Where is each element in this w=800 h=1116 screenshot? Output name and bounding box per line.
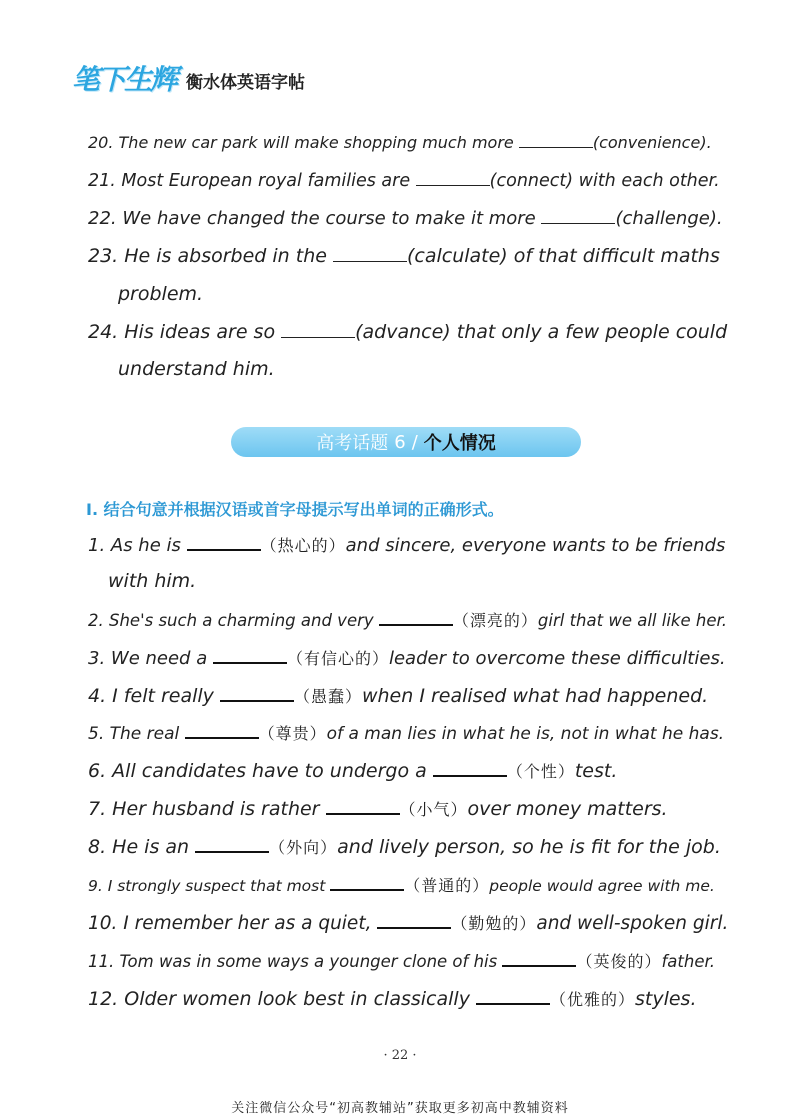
exercise-line-7: 7. Her husband is rather （小气）over money matters. [88, 798, 668, 820]
section-instruction: I. 结合句意并根据汉语或首字母提示写出单词的正确形式。 [86, 500, 504, 519]
exercise-line-21: 21. Most European royal families are (connect) with each other. [88, 171, 720, 191]
exercise-line-3: 3. We need a （有信心的）leader to overcome these difficulties. [88, 648, 726, 669]
page-header [72, 63, 306, 96]
exercise-line-23-cont: problem. [118, 283, 204, 305]
exercise-line-9: 9. I strongly suspect that most （普通的）people would agree with me. [88, 876, 715, 895]
exercise-line-1-cont: with him. [108, 570, 197, 592]
answer-blank[interactable] [281, 323, 355, 338]
topic-banner [231, 427, 581, 457]
answer-blank[interactable] [333, 247, 407, 262]
exercise-line-11: 11. Tom was in some ways a younger clone of his （英俊的）father. [88, 952, 715, 971]
exercise-line-4: 4. I felt really （愚蠢）when I realised what had happened. [88, 685, 709, 707]
exercise-line-23: 23. He is absorbed in the (calculate) of that difficult maths [88, 245, 720, 267]
exercise-line-12: 12. Older women look best in classically （优雅的）styles. [88, 988, 697, 1010]
footer-note: 关注微信公众号“初高教辅站”获取更多初高中教辅资料 [231, 1101, 569, 1116]
answer-blank[interactable] [433, 761, 507, 777]
exercise-line-8: 8. He is an （外向）and lively person, so he is fit for the job. [88, 836, 721, 858]
answer-blank[interactable] [377, 913, 451, 929]
answer-blank[interactable] [541, 209, 615, 224]
answer-blank[interactable] [379, 610, 453, 626]
answer-blank[interactable] [502, 951, 576, 967]
answer-blank[interactable] [519, 133, 593, 148]
brand-subtitle: 衡水体英语字帖 [186, 72, 306, 93]
exercise-line-24-cont: understand him. [118, 358, 275, 380]
topic-number: 6 [394, 431, 406, 453]
answer-blank[interactable] [213, 648, 287, 664]
exercise-line-20: 20. The new car park will make shopping much more (convenience). [88, 133, 712, 152]
answer-blank[interactable] [195, 837, 269, 853]
topic-name: 个人情况 [423, 433, 496, 454]
answer-blank[interactable] [330, 875, 404, 891]
exercise-line-6: 6. All candidates have to undergo a （个性）test. [88, 760, 618, 782]
exercise-line-22: 22. We have changed the course to make it more (challenge). [88, 208, 723, 229]
exercise-line-24: 24. His ideas are so (advance) that only a few people could [88, 321, 728, 343]
page-number: · 22 · [383, 1048, 417, 1063]
brand-logo: 笔下生辉 [72, 63, 177, 96]
answer-blank[interactable] [416, 171, 490, 186]
answer-blank[interactable] [187, 535, 261, 551]
exercise-line-5: 5. The real （尊贵）of a man lies in what he is, not in what he has. [88, 724, 725, 744]
topic-slash: / [411, 431, 418, 453]
exercise-line-1: 1. As he is （热心的）and sincere, everyone wants to be friends [88, 535, 726, 556]
answer-blank[interactable] [220, 686, 294, 702]
answer-blank[interactable] [185, 723, 259, 739]
topic-label: 高考话题 [316, 433, 389, 454]
exercise-line-2: 2. She's such a charming and very （漂亮的）girl that we all like her. [88, 611, 727, 630]
answer-blank[interactable] [476, 989, 550, 1005]
exercise-line-10: 10. I remember her as a quiet, （勤勉的）and well-spoken girl. [88, 913, 729, 934]
answer-blank[interactable] [326, 799, 400, 815]
